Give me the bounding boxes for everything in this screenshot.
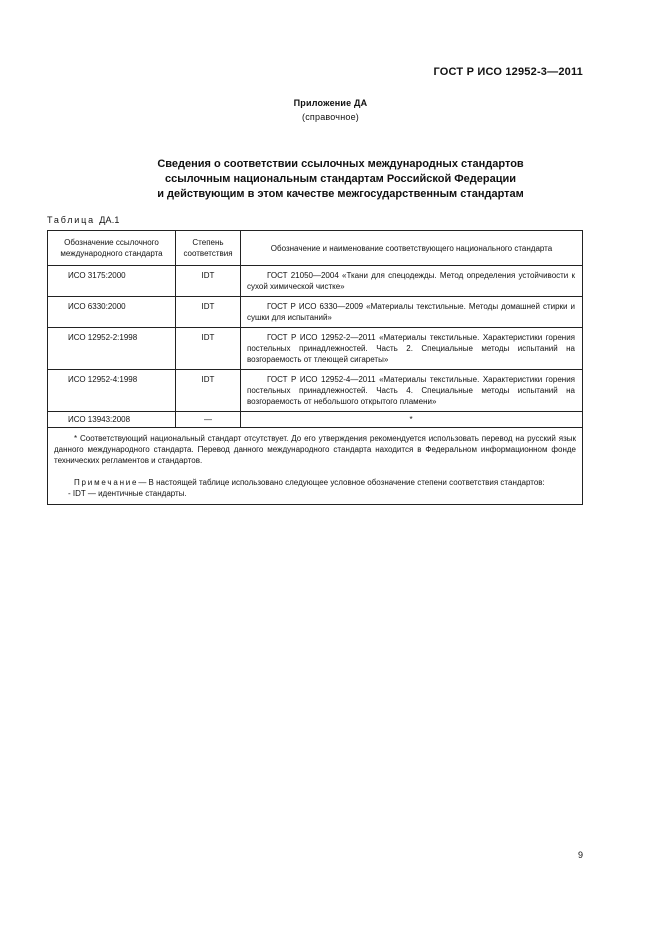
- cell-degree: IDT: [176, 297, 241, 328]
- cell-international-standard: ИСО 3175:2000: [48, 266, 176, 297]
- section-title-line: и действующим в этом качестве межгосударственным стандартам: [157, 188, 524, 200]
- table-row: [48, 297, 583, 328]
- cell-degree: IDT: [176, 328, 241, 370]
- cell-national-standard: ГОСТ Р ИСО 6330—2009 «Материалы текстильные. Методы домашней стирки и сушки для испытаний»: [241, 297, 583, 328]
- cell-national-standard: *: [241, 412, 583, 428]
- section-title-line: Сведения о соответствии ссылочных международных стандартов: [157, 158, 524, 170]
- table-caption: [47, 215, 120, 225]
- annex-heading: [0, 96, 661, 124]
- note-item: - IDT — идентичные стандарты.: [68, 489, 187, 498]
- table-row: [48, 412, 583, 428]
- section-title: [60, 157, 621, 202]
- table-footnote-cell: [48, 428, 583, 505]
- footnote-text: * Соответствующий национальный стандарт отсутствует. До его утверждения рекомендуется использовать перевод на русский язык данного международного стандарта. Перевод данного международного стандарта находится в Федеральном информационном фонде технических регламентов и стандартов.: [54, 434, 576, 465]
- section-title-line: ссылочным национальным стандартам Российской Федерации: [164, 173, 517, 185]
- header-international-standard: Обозначение ссылочного международного стандарта: [48, 231, 176, 266]
- table-footnote-row: [48, 428, 583, 505]
- cell-national-standard: ГОСТ 21050—2004 «Ткани для спецодежды. Метод определения устойчивости к сухой химической чистке»: [241, 266, 583, 297]
- note-text: Примечание— В настоящей таблице использовано следующее условное обозначение степени соответствия стандартов:: [74, 478, 545, 487]
- note-label: Примечание: [74, 478, 139, 487]
- table-caption-label: Таблица: [47, 215, 95, 225]
- cell-national-standard: ГОСТ Р ИСО 12952-2—2011 «Материалы текстильные. Характеристики горения постельных принадлежностей. Часть 2. Специальные методы испытаний на возгораемость от тлеющей сигареты»: [241, 328, 583, 370]
- cell-international-standard: ИСО 6330:2000: [48, 297, 176, 328]
- document-header-standard: ГОСТ Р ИСО 12952-3—2011: [433, 66, 583, 78]
- annex-title: Приложение ДА: [293, 98, 368, 108]
- cell-degree: IDT: [176, 370, 241, 412]
- table-header-row: [48, 231, 583, 266]
- cell-national-standard: ГОСТ Р ИСО 12952-4—2011 «Материалы текстильные. Характеристики горения постельных принадлежностей. Часть 4. Специальные методы испытаний на возгораемость от небольшого открытого пламени»: [241, 370, 583, 412]
- cell-international-standard: ИСО 12952-2:1998: [48, 328, 176, 370]
- header-degree: Степень соответствия: [176, 231, 241, 266]
- table-caption-number: ДА.1: [99, 215, 120, 225]
- cell-degree: —: [176, 412, 241, 428]
- table-row: [48, 266, 583, 297]
- cell-degree: IDT: [176, 266, 241, 297]
- table-row: [48, 370, 583, 412]
- page-number: 9: [577, 850, 583, 860]
- cell-international-standard: ИСО 13943:2008: [48, 412, 176, 428]
- correspondence-table: [47, 230, 583, 505]
- header-national-standard: Обозначение и наименование соответствующего национального стандарта: [241, 231, 583, 266]
- table-row: [48, 328, 583, 370]
- cell-international-standard: ИСО 12952-4:1998: [48, 370, 176, 412]
- annex-subtitle: (справочное): [302, 112, 359, 122]
